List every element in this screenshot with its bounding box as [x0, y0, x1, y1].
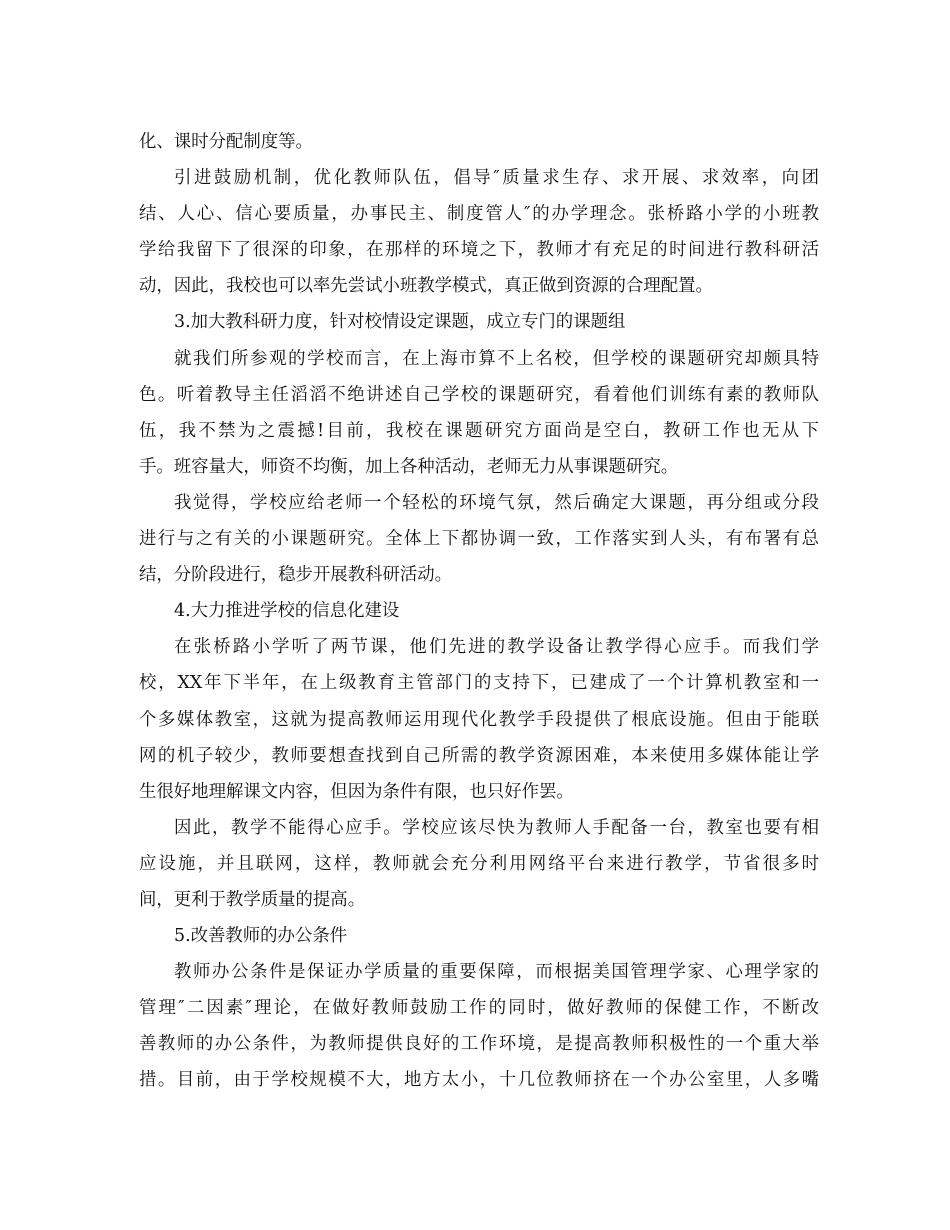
text-line: 动，因此，我校也可以率先尝试小班教学模式，真正做到资源的合理配置。: [139, 276, 713, 297]
text-line: 因此，教学不能得心应手。学校应该尽快为教师人手配备一台，教室也要有相: [174, 817, 819, 838]
text-line: 就我们所参观的学校而言，在上海市算不上名校，但学校的课题研究却颇具特: [174, 348, 819, 369]
text-line: 我觉得，学校应给老师一个轻松的环境气氛，然后确定大课题，再分组或分段: [174, 492, 819, 513]
text-line: 色。听着教导主任滔滔不绝讲述自己学校的课题研究，看着他们训练有素的教师队: [139, 384, 819, 405]
text-line: 手。班容量大，师资不均衡，加上各种活动，老师无力从事课题研究。: [139, 456, 679, 477]
text-line: 结，分阶段进行，稳步开展教科研活动。: [139, 565, 453, 586]
text-line: 3.加大教科研力度，针对校情设定课题，成立专门的课题组: [174, 312, 626, 333]
text-line: 校，XX年下半年，在上级教育主管部门的支持下，已建成了一个计算机教室和一: [139, 673, 819, 694]
text-line: 伍，我不禁为之震撼!目前，我校在课题研究方面尚是空白，教研工作也无从下: [139, 420, 819, 441]
text-line: 化、课时分配制度等。: [139, 132, 313, 152]
text-line: 应设施，并且联网，这样，教师就会充分利用网络平台来进行教学，节省很多时: [139, 853, 819, 874]
text-line: 间，更利于教学质量的提高。: [139, 889, 366, 910]
text-line: 教师办公条件是保证办学质量的重要保障，而根据美国管理学家、心理学家的: [174, 962, 819, 983]
document-body: [139, 124, 819, 1099]
text-line: 进行与之有关的小课题研究。全体上下都协调一致，工作落实到人头，有布署有总: [139, 529, 819, 550]
text-line: 生很好地理解课文内容，但因为条件有限，也只好作罢。: [139, 781, 574, 802]
text-line: 个多媒体教室，这就为提高教师运用现代化教学手段提供了根底设施。但由于能联: [139, 709, 819, 730]
text-line: 5.改善教师的办公条件: [174, 926, 348, 947]
text-line: 网的机子较少，教师要想查找到自己所需的教学资源困难，本来使用多媒体能让学: [139, 745, 819, 766]
text-line: 学给我留下了很深的印象，在那样的环境之下，教师才有充足的时间进行教科研活: [139, 240, 819, 261]
text-line: 在张桥路小学听了两节课，他们先进的教学设备让教学得心应手。而我们学: [174, 637, 819, 658]
text-line: 措。目前，由于学校规模不大，地方太小，十几位教师挤在一个办公室里，人多嘴: [139, 1070, 819, 1091]
text-line: 结、人心、信心要质量，办事民主、制度管人″的办学理念。张桥路小学的小班教: [139, 204, 819, 225]
text-line: 善教师的办公条件，为教师提供良好的工作环境，是提高教师积极性的一个重大举: [139, 1034, 819, 1055]
text-line: 引进鼓励机制，优化教师队伍，倡导″质量求生存、求开展、求效率，向团: [174, 168, 819, 189]
text-line: 管理″二因素″理论，在做好教师鼓励工作的同时，做好教师的保健工作，不断改: [139, 998, 819, 1019]
text-line: 4.大力推进学校的信息化建设: [174, 601, 400, 622]
